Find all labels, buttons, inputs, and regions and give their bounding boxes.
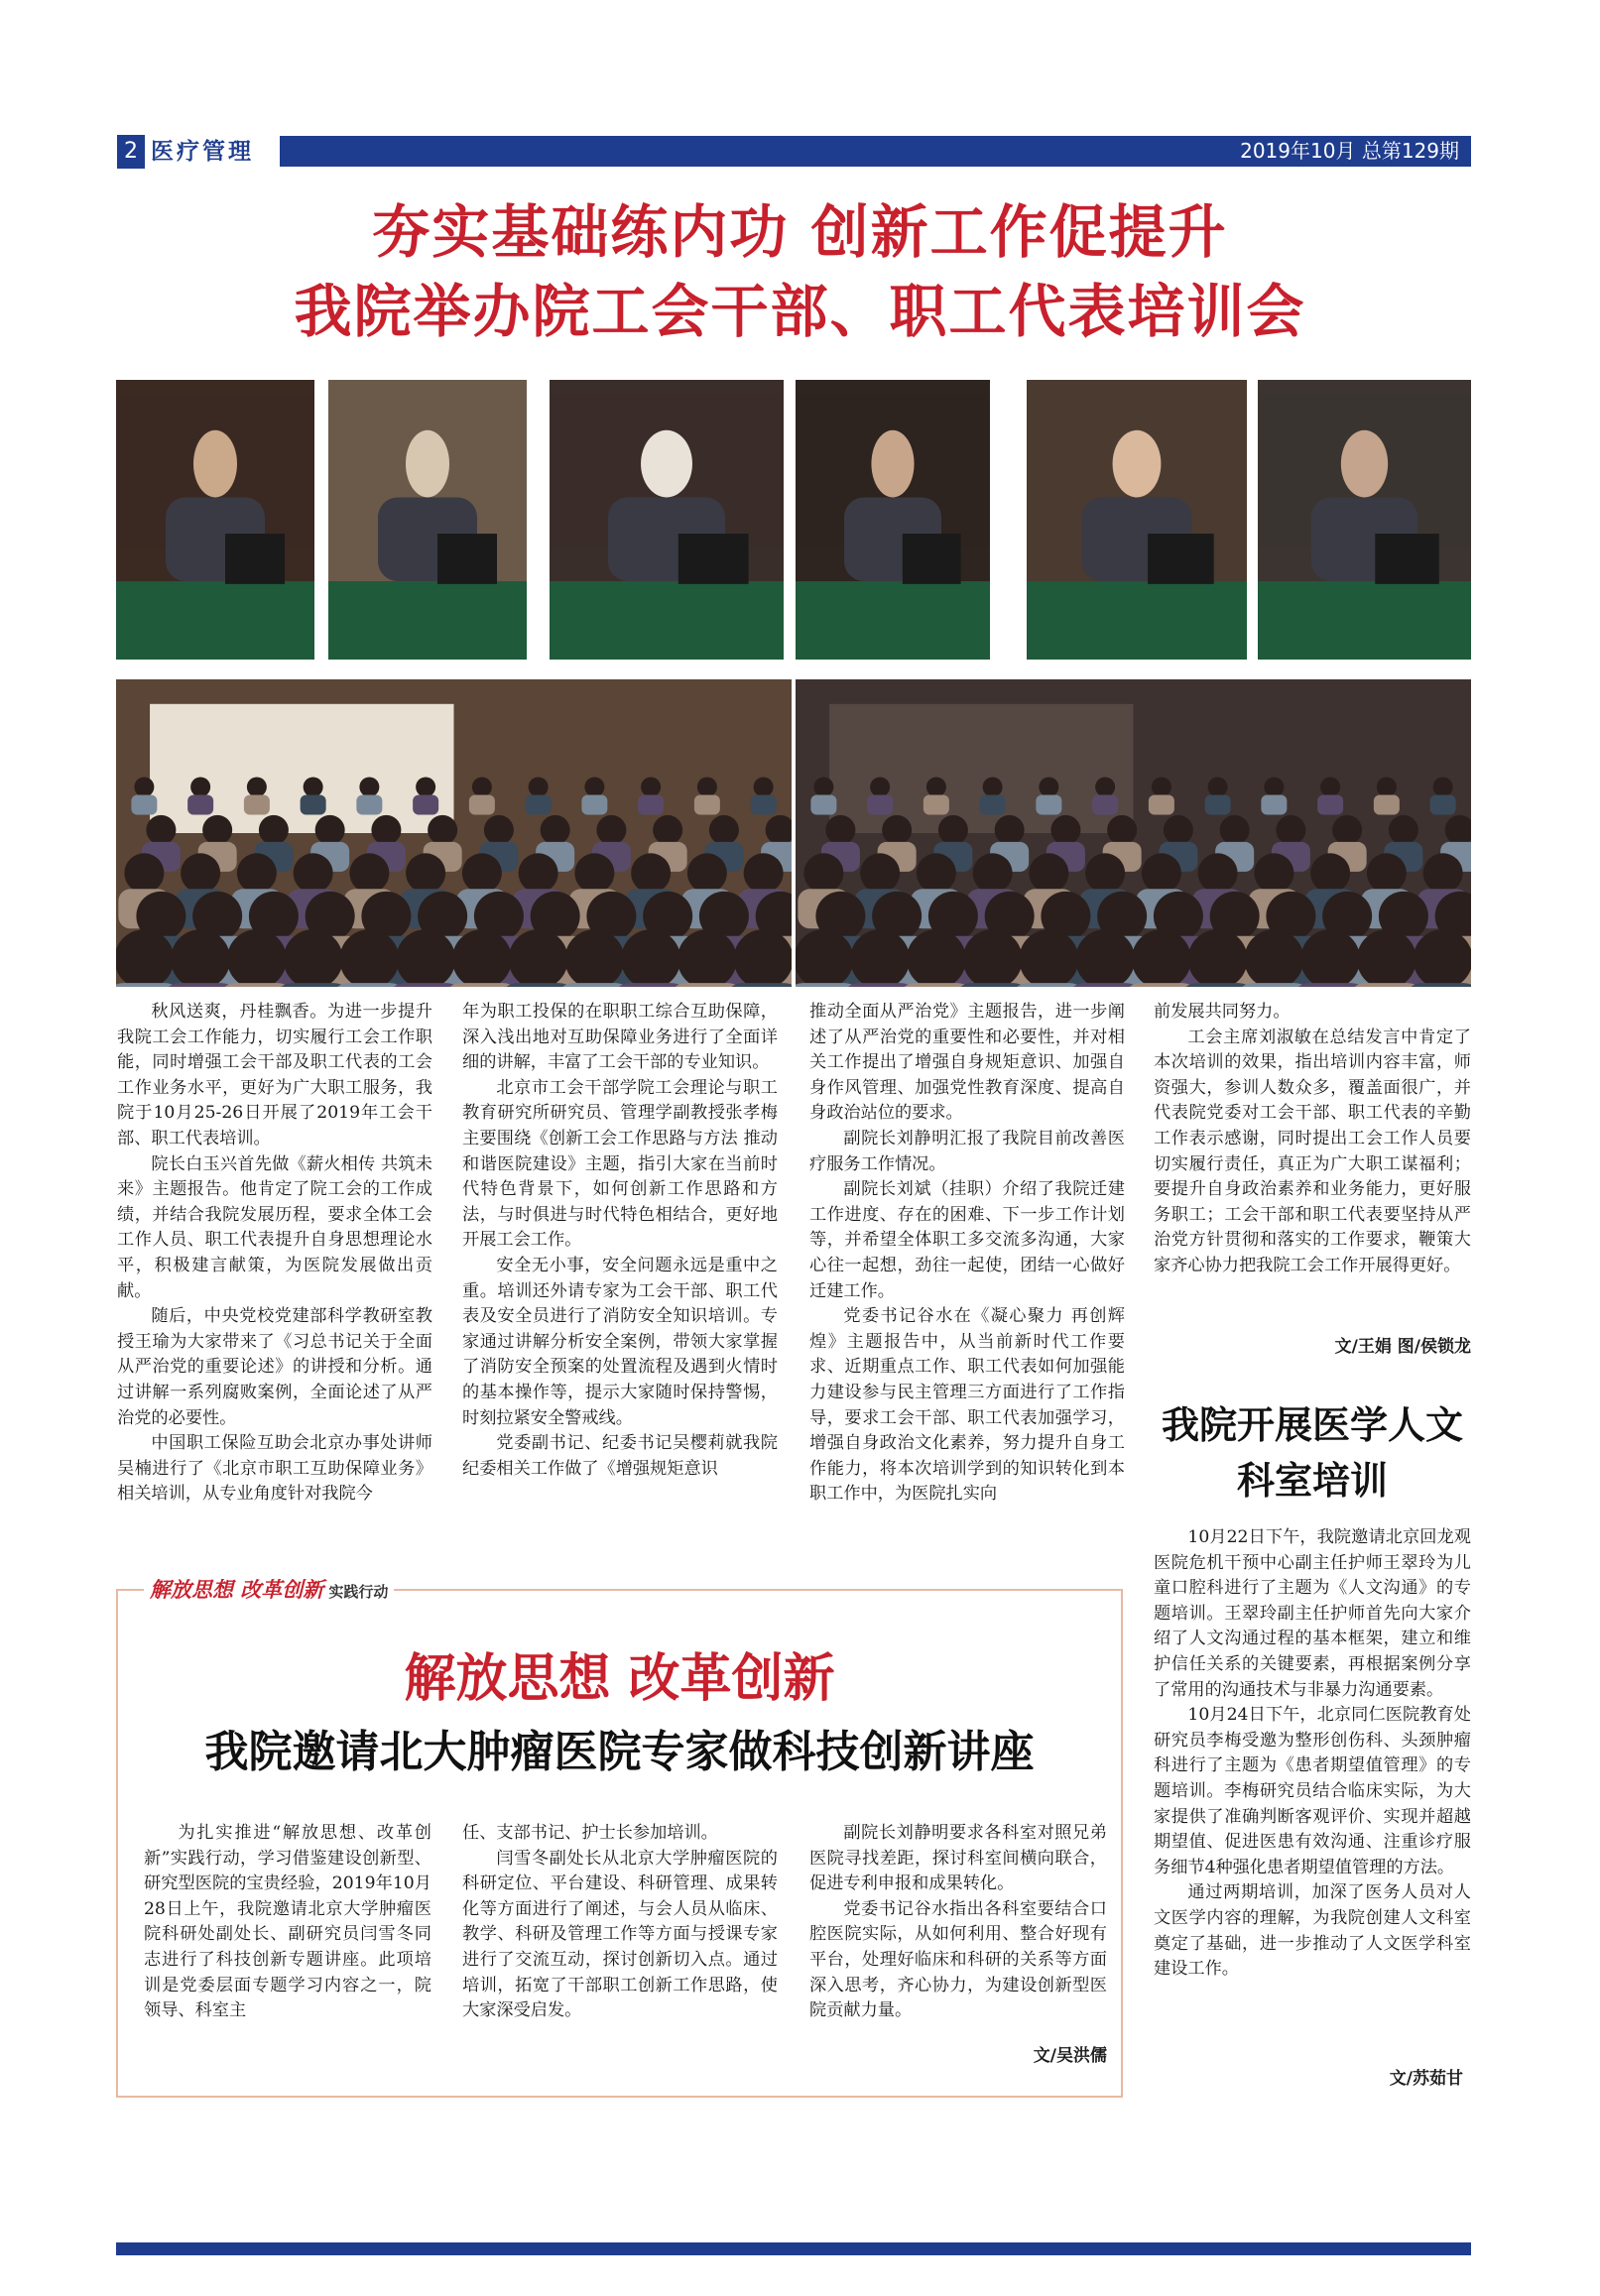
speaker-photo-3 (550, 380, 784, 660)
boxed-col-1 (144, 1821, 431, 2024)
tag-sub: 实践行动 (328, 1583, 389, 1601)
main-col-4-continued: 前发展共同努力。 (1154, 1002, 1291, 1022)
paragraph: 党委书记谷水指出各科室要结合口腔医院实际，从如何利用、整合好现有平台，处理好临床和科研的关系等方面深入思考，齐心协力，为建设创新型医院贡献力量。 (809, 1898, 1107, 2021)
main-col-2 (462, 1000, 778, 1482)
paragraph: 为扎实推进“解放思想、改革创新”实践行动，学习借鉴建设创新型、研究型医院的宝贵经验，2019年10月28日上午，我院邀请北京大学肿瘤医院科研处副处长、副研究员闫雪冬同志进行了科技创新专题讲座。此项培训是党委层面专题学习内容之一，院领导、科室主 (144, 1823, 431, 2021)
paragraph: 安全无小事，安全问题永远是重中之重。培训还外请专家为工会干部、职工代表及安全员进行了消防安全知识培训。专家通过讲解分析安全案例，带领大家掌握了消防安全预案的处置流程及遇到火情时的基本操作等，提示大家随时保持警惕，时刻拉紧安全警戒线。 (462, 1255, 778, 1428)
main-col-1 (117, 1000, 432, 1508)
paragraph: 院长白玉兴首先做《薪火相传 共筑未来》主题报告。他肯定了院工会的工作成绩，并结合我院发展历程，要求全体工会工作人员、职工代表提升自身思想理论水平，积极建言献策，为医院发展做出贡献。 (117, 1153, 432, 1301)
audience-photo-2 (796, 679, 1471, 987)
paragraph: 党委副书记、纪委书记吴樱莉就我院纪委相关工作做了《增强规矩意识 (462, 1433, 778, 1479)
page-number: 2 (117, 135, 145, 169)
speaker-photo-2 (328, 380, 527, 660)
side-byline: 文/苏茹甘 (1389, 2069, 1463, 2089)
main-byline: 文/王娟 图/侯锁龙 (1334, 1337, 1471, 1357)
paragraph: 随后，中央党校党建部科学教研室教授王瑜为大家带来了《习总书记关于全面从严治党的重要论述》的讲授和分析。通过讲解一系列腐败案例，全面论述了从严治党的必要性。 (117, 1306, 432, 1428)
speaker-photo-1 (116, 380, 314, 660)
speaker-photo-5 (1027, 380, 1247, 660)
paragraph: 副院长刘静明汇报了我院目前改善医疗服务工作情况。 (809, 1128, 1125, 1174)
section-title: 医疗管理 (151, 138, 254, 165)
boxed-title-line2: 我院邀请北大肿瘤医院专家做科技创新讲座 (204, 1727, 1035, 1777)
paragraph: 副院长刘静明要求各科室对照兄弟医院寻找差距，探讨科室间横向联合，促进专利申报和成果转化。 (809, 1823, 1107, 1894)
paragraph: 秋风送爽，丹桂飘香。为进一步提升我院工会工作能力，切实履行工会工作职能，同时增强工会干部及职工代表的工会工作业务水平，更好为广大职工服务，我院于10月25-26日开展了2019年工会干部、职工代表培训。 (117, 1002, 432, 1148)
speaker-photo-6 (1258, 380, 1471, 660)
main-col-2-continued: 年为职工投保的在职职工综合互助保障，深入浅出地对互助保障业务进行了全面详细的讲解，丰富了工会干部的专业知识。 (462, 1002, 778, 1073)
side-title-line1: 我院开展医学人文 (1161, 1402, 1463, 1447)
issue-info: 2019年10月 总第129期 (1240, 139, 1459, 163)
speaker-photo-4 (796, 380, 990, 660)
side-article-body (1154, 1525, 1471, 1983)
header-bar (280, 136, 1471, 167)
paragraph: 工会主席刘淑敏在总结发言中肯定了本次培训的效果，指出培训内容丰富，师资强大，参训人数众多，覆盖面很广，并代表院党委对工会干部、职工代表的辛勤工作表示感谢，同时提出工会工作人员要切实履行责任，真正为广大职工谋福利；要提升自身政治素养和业务能力，更好服务职工；工会干部和职工代表要坚持从严治党方针贯彻和落实的工作要求，鞭策大家齐心协力把我院工会工作开展得更好。 (1154, 1027, 1471, 1275)
paragraph: 10月24日下午，北京同仁医院教育处研究员李梅受邀为整形创伤科、头颈肿瘤科进行了主题为《患者期望值管理》的专题培训。李梅研究员结合临床实际，为大家提供了准确判断客观评价、实现并超越期望值、促进医患有效沟通、注重诊疗服务细节4种强化患者期望值管理的方法。 (1154, 1705, 1471, 1877)
paragraph: 中国职工保险互助会北京办事处讲师吴楠进行了《北京市职工互助保障业务》相关培训，从专业角度针对我院今 (117, 1433, 432, 1505)
boxed-col-2 (462, 1821, 778, 2024)
boxed-article-tag (144, 1574, 394, 1604)
paragraph: 闫雪冬副处长从北京大学肿瘤医院的科研定位、平台建设、科研管理、成果转化等方面进行了阐述，与会人员从临床、教学、科研及管理工作等方面与授课专家进行了交流互动，探讨创新切入点。通过培训，拓宽了干部职工创新工作思路，使大家深受启发。 (462, 1848, 778, 2021)
side-title-line2: 科室培训 (1236, 1458, 1388, 1503)
paragraph: 北京市工会干部学院工会理论与职工教育研究所研究员、管理学副教授张孝梅主要围绕《创新工会工作思路与方法 推动和谐医院建设》主题，指引大家在当前时代特色背景下，如何创新工作思路和方法，与时俱进与时代特色相结合，更好地开展工会工作。 (462, 1077, 778, 1251)
boxed-col-2-continued: 任、支部书记、护士长参加培训。 (462, 1823, 718, 1843)
boxed-title-line1: 解放思想 改革创新 (404, 1648, 835, 1709)
main-col-3-continued: 推动全面从严治党》主题报告，进一步阐述了从严治党的重要性和必要性，并对相关工作提出了增强自身规矩意识、加强自身作风管理、加强党性教育深度、提高自身政治站位的要求。 (809, 1002, 1125, 1124)
main-col-4 (1154, 1000, 1471, 1279)
paragraph: 副院长刘斌（挂职）介绍了我院迁建工作进度、存在的困难、下一步工作计划等，并希望全体职工多交流多沟通，大家心往一起想，劲往一起使，团结一心做好迁建工作。 (809, 1179, 1125, 1301)
boxed-byline: 文/吴洪儒 (1033, 2046, 1107, 2066)
paragraph: 党委书记谷水在《凝心聚力 再创辉煌》主题报告中，从当前新时代工作要求、近期重点工作、职工代表如何加强能力建设参与民主管理三方面进行了工作指导，要求工会干部、职工代表加强学习，增强自身政治文化素养，努力提升自身工作能力，将本次培训学到的知识转化到本职工作中，为医院扎实向 (809, 1306, 1125, 1505)
boxed-col-3 (809, 1821, 1107, 2024)
paragraph: 通过两期培训，加深了医务人员对人文医学内容的理解，为我院创建人文科室奠定了基础，进一步推动了人文医学科室建设工作。 (1154, 1882, 1471, 1980)
main-title-line2: 我院举办院工会干部、职工代表培训会 (294, 278, 1306, 345)
footer-bar (116, 2242, 1471, 2255)
main-col-3 (809, 1000, 1125, 1508)
audience-photo-1 (116, 679, 792, 987)
main-title-line1: 夯实基础练内功 创新工作促提升 (372, 198, 1228, 266)
tag-main: 解放思想 改革创新 (150, 1577, 324, 1602)
paragraph: 10月22日下午，我院邀请北京回龙观医院危机干预中心副主任护师王翠玲为儿童口腔科进行了主题为《人文沟通》的专题培训。王翠玲副主任护师首先向大家介绍了人文沟通过程的基本框架，建立和维护信任关系的关键要素，再根据案例分享了常用的沟通技术与非暴力沟通要素。 (1154, 1527, 1471, 1700)
